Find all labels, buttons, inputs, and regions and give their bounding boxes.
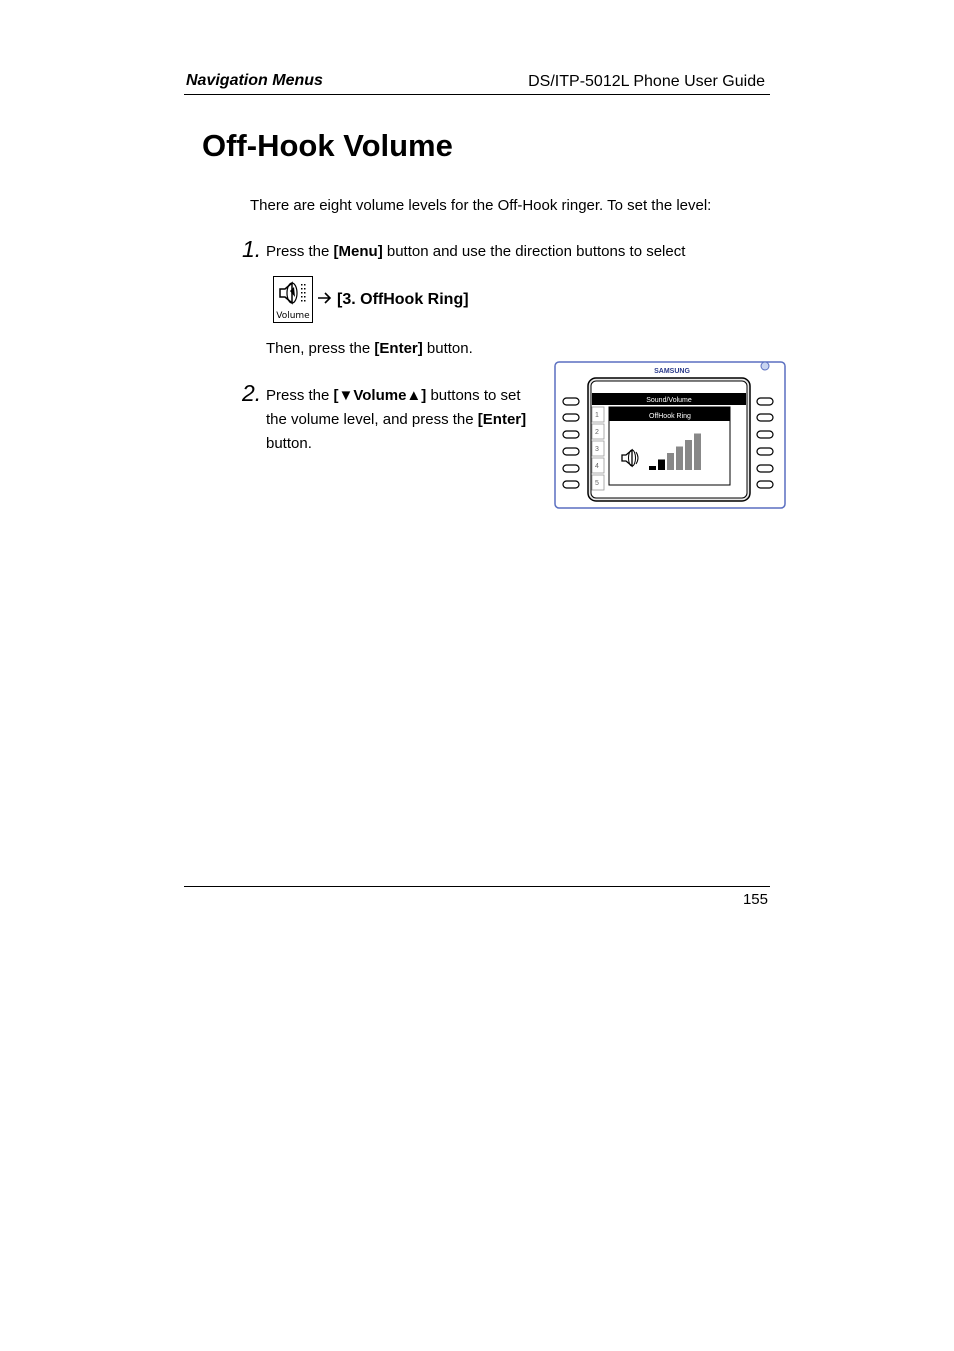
right-arrow-icon: [317, 290, 333, 306]
volume-menu-icon: [273, 276, 313, 323]
volume-key-label: [▼Volume▲]: [333, 387, 427, 404]
phone-brand: SAMSUNG: [654, 368, 690, 375]
list-number-4: 4: [595, 463, 599, 470]
footer-rule: [184, 886, 770, 887]
speaker-icon: [274, 277, 312, 311]
running-header-guide: DS/ITP-5012L Phone User Guide: [528, 73, 765, 90]
then-post: button.: [422, 340, 473, 357]
step-1-pre: Press the: [266, 243, 334, 260]
volume-bar: [685, 440, 692, 470]
list-number-5: 5: [595, 480, 599, 487]
step-2-text: [266, 384, 556, 456]
list-number-2: 2: [595, 429, 599, 436]
volume-bar: [667, 453, 674, 470]
then-pre: Then, press the: [266, 340, 375, 357]
step-2-number: 2.: [242, 380, 262, 406]
step-2-pre: Press the: [266, 387, 334, 404]
popup-title: OffHook Ring: [649, 413, 691, 420]
header-rule: [184, 94, 770, 95]
volume-bar: [658, 460, 665, 471]
step-1-then: [266, 337, 473, 361]
step-2-post: buttons to set: [426, 387, 521, 404]
volume-bar: [676, 447, 683, 471]
phone-display-illustration: [554, 360, 786, 510]
step-1-number: 1.: [242, 236, 262, 262]
volume-bar: [694, 434, 701, 471]
step-2-line-2-pre: the volume level, and press the: [266, 411, 478, 428]
volume-icon-label: Volume: [276, 311, 310, 321]
running-header-section: Navigation Menus: [186, 72, 323, 89]
menu-path: [3. OffHook Ring]: [337, 291, 469, 308]
step-1-post: button and use the direction buttons to select: [382, 243, 686, 260]
list-number-3: 3: [595, 446, 599, 453]
step-2-line-3: button.: [266, 435, 312, 452]
enter-key-label: [Enter]: [374, 340, 423, 357]
intro-paragraph: There are eight volume levels for the Off-Hook ringer. To set the level:: [250, 197, 712, 214]
step-1-text: [266, 240, 685, 264]
step-2-line-2: [266, 408, 556, 432]
list-number-1: 1: [595, 412, 599, 419]
page-number: 155: [742, 891, 768, 908]
page-title: Off-Hook Volume: [202, 128, 453, 163]
menu-key-label: [Menu]: [333, 243, 383, 260]
step-2-line-1: [266, 384, 556, 408]
enter-key-label-2: [Enter]: [477, 411, 527, 428]
volume-bar: [649, 466, 656, 470]
screen-menu-title: Sound/Volume: [646, 397, 692, 404]
